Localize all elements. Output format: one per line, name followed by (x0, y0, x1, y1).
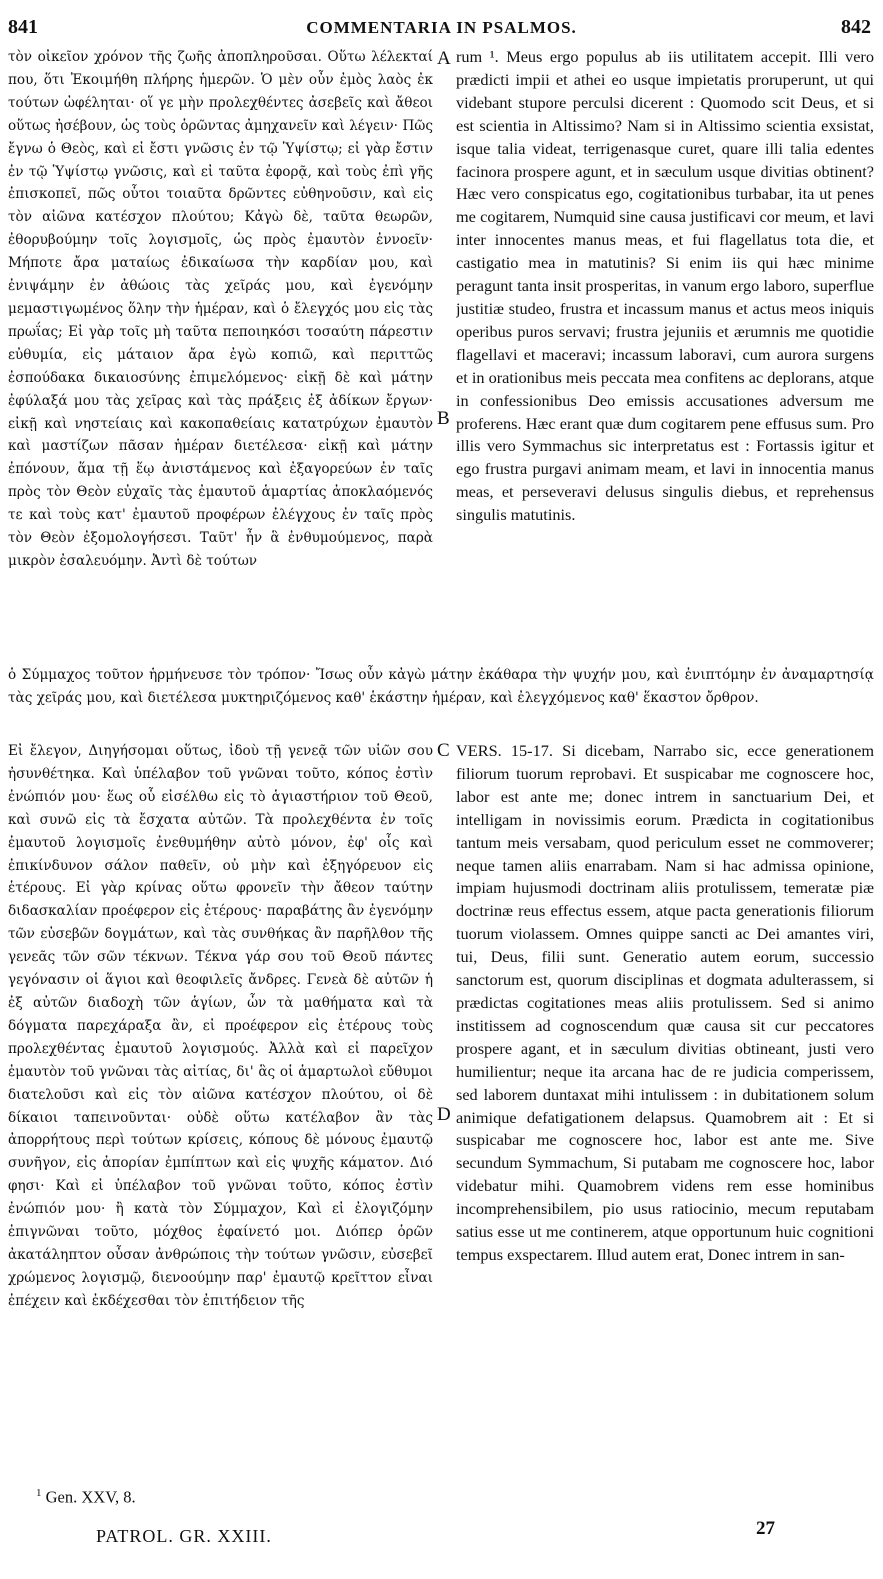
latin-paragraph: VERS. 15-17. Si dicebam, Narrabo sic, ecce generationem filiorum tuorum reprobavi. Et suspicabar me cognoscere hoc, labor est ante me; donec intrem in sanctuarium Dei, et intelligam in novissimis eorum. Prædicta in cogitationibus tantum meis versabam, quod periculum esset ne commoverer; neque tamen aliis enarrabam. Nam si hac admissa opinione, impiam hujusmodi doctrinam aliis protulissem, temeratæ piæ doctrinæ reus effectus essem, atque pacta generationis filiorum tuorum violassem. Omnes quippe sancti ac Dei amantes viri, tui, Deus, filii sunt. Generatio autem eorum, successio sanctorum est, quorum disciplinas et dogmata adulterassem, si prædictas cogitationes meas aliis protulissem. Sed si animo institissem ad cognoscendum quæ causa sit cur peccatores prospere agant, et in sæculum divitias obtineant, justi vero humilientur; neque ita arcana hac de re judicia comperissem, sed laborem duntaxat mihi intulissem : in dubitationem solum animique defatigationem delapsus. Quamobrem ait : Et si suspicabar me cognoscere hoc, labor est ante me. Sive secundum Symmachum, Si putabam me cognoscere hoc, labor videbatur mihi. Quamobrem videns rem esse hominibus incomprehensibilem, pio usus ratiocinio, mecum reputabam satius esse ut me continerem, atque opportunum huic cognitioni tempus exspectarem. Illud autem erat, Donec intrem in san- (456, 741, 874, 1264)
top-right-latin-column (456, 46, 874, 664)
gathering-number: 27 (756, 1518, 775, 1539)
margin-letter-b: B (437, 408, 450, 429)
bottom-left-greek-column (8, 740, 433, 1450)
latin-paragraph: rum ¹. Meus ergo populus ab iis utilitatem accepit. Illi vero prædicti impii et athei eo usque impietatis proruperunt, ut qui videbant stupore perculsi dicerent : Quomodo scit Deus, et si est scientia in Altissimo? Nam si in Altissimo scientia exsistat, isque talia videat, terrigenasque curet, quare illi talia edentes facinora prospere agunt, et in sæculum usque divitias obtinent? Hæc vero conspicatus ego, cogitationibus turbabar, ita ut penes me cogitarem, Numquid sine causa justificavi cor meum, et lavi inter innocentes manus meas, et fui flagellatus tota die, et castigatio mea in matutinis? Si enim iis qui hæc minime peragunt tanta insit prosperitas, in vanum ergo laboro, superflue justitiæ studeo, frustra et incassum manus et actus meos iniquis operibus puros servavi; frustra jejuniis et ærumnis me quotidie flagellavi et maceravi; incassum laboravi, cum aurora surgens et in orationibus meis peccata mea confitens ac deplorans, atque in confessionibus Deo emissis accusationes adversum me proferens. Hæc erant quæ dum cogitarem pene effusus sum. Pro illis vero Symmachus sic interpretatus est : Fortassis igitur et ego frustra purgavi animam meam, et lavi in innocentia manus meas, et perseveravi delusus singulis diebus, et reprehensus singulis matutinis. (456, 47, 874, 525)
footnote-text: Gen. XXV, 8. (45, 1487, 136, 1507)
running-title: COMMENTARIA IN PSALMOS. (306, 18, 577, 37)
top-left-greek-column (8, 46, 433, 664)
volume-signature: PATROL. GR. XXIII. (96, 1526, 272, 1546)
footnote-mark: 1 (36, 1487, 42, 1499)
margin-letter-c: C (437, 740, 450, 761)
greek-paragraph: Εἰ ἔλεγον, Διηγήσομαι οὕτως, ἰδοὺ τῇ γενεᾷ τῶν υἱῶν σου ἠσυνθέτηκα. Καὶ ὑπέλαβον τοῦ γνῶναι τοῦτο, κόπος ἐστὶν ἐνώπιόν μου· ἕως οὗ εἰσέλθω εἰς τὸ ἁγιαστήριον τοῦ Θεοῦ, καὶ συνῶ εἰς τὰ ἔσχατα αὐτῶν. Τὰ προλεχθέντα ἐν τοῖς ἐμαυτοῦ λογισμοῖς ἐνεθυμήθην αὐτὸ μόνον, ἐφ' οἷς καὶ ἐπικίνδυνον σάλον παθεῖν, οὐ μὴν καὶ ἐξηγόρευον εἰς ἑτέρους. Εἰ γὰρ κρίνας οὕτω φρονεῖν τὴν ἄθεον ταύτην διδασκαλίαν προέφερον εἰς ἑτέρους· παραβάτης ἂν ἐγενόμην τῶν εὐσεβῶν δογμάτων, καὶ τὰς συνθήκας ἂν παρῆλθον τῆς γενεᾶς τῶν σῶν τέκνων. Τέκνα γάρ σου τοῦ Θεοῦ πάντες γεγόνασιν οἱ ἅγιοι καὶ θεοφιλεῖς ἄνδρες. Γενεὰ δὲ αὐτῶν ἡ ἐξ αὐτῶν διαδοχὴ τῶν ἁγίων, ὧν τὰ μαθήματα καὶ τὰ δόγματα παρεχάραξα ἂν, εἰ προέφερον εἰς ἑτέρους τοὺς προλεχθέντας ἐμαυτοῦ λογισμούς. Ἀλλὰ καὶ εἰ παρεῖχον ἐμαυτὸν τοῦ γνῶναι τὰς αἰτίας, δι' ἃς οἱ ἁμαρτωλοὶ εὔθυμοι διατελοῦσι καὶ εἰς τὸν αἰῶνα κατέσχον πλούτου, οἱ δὲ δίκαιοι ταπεινοῦνται· οὐδὲ οὕτω κατέλαβον ἂν τὰς ἀπορρήτους περὶ τούτων κρίσεις, κόπους δὲ μόνους ἐμαυτῷ συνῆγον, εἰς ἀπορίαν ἐμπίπτων καὶ εἰς ψυχῆς κάματον. Διό φησι· Καὶ εἰ ὑπέλαβον τοῦ γνῶναι τοῦτο, κόπος ἐστὶν ἐνώπιόν μου· ἢ κατὰ τὸν Σύμμαχον, Καὶ εἰ ἐλογιζόμην ἐπιγνῶναι τοῦτο, μόχθος ἐφαίνετό μοι. Διόπερ ὁρῶν ἀκατάληπτον οὖσαν ἀνθρώποις τὴν τούτων γνῶσιν, εὐσεβεῖ χρώμενος λογισμῷ, διενοούμην παρ' ἐμαυτῷ κρεῖττον εἶναι ἐπέχειν καὶ ἐκδέχεσθαι τὸν ἐπιτήδειον τῆς (8, 743, 433, 1309)
greek-paragraph: τὸν οἰκεῖον χρόνον τῆς ζωῆς ἀποπληροῦσαι. Οὕτω λέλεκταί που, ὅτι Ἐκοιμήθη πλήρης ἡμερῶν. Ὁ μὲν οὖν ἐμὸς λαὸς ἐκ τούτων ὠφέληται· οἵ γε μὴν προλεχθέντες ἀσεβεῖς καὶ ἄθεοι οὕτως ἠσέβουν, ὡς τοὺς ὁρῶντας ἀμηχανεῖν καὶ λέγειν· Πῶς ἔγνω ὁ Θεὸς, καὶ εἰ ἔστι γνῶσις ἐν τῷ Ὑψίστῳ; εἰ γὰρ ἔστιν ἐν τῷ Ὑψίστῳ γνῶσις, καὶ εἰ ταῦτα ἐφορᾷ, καὶ τοὺς ἐπὶ γῆς ἐπισκοπεῖ, πῶς οὗτοι τοιαῦτα δρῶντες εὐθηνοῦσιν, καὶ εἰς τὸν αἰῶνα κατέσχον πλούτου; Κἀγὼ δὲ, ταῦτα θεωρῶν, ἐθορυβούμην τοῖς λογισμοῖς, ὡς πρὸς ἐμαυτὸν ἐννοεῖν· Μήποτε ἄρα ματαίως ἐδικαίωσα τὴν καρδίαν μου, καὶ ἐνιψάμην ἐν ἀθώοις τὰς χεῖράς μου, καὶ ἐγενόμην μεμαστιγωμένος ὅλην τὴν ἡμέραν, καὶ ὁ ἔλεγχός μου εἰς τὰς πρωΐας; Εἰ γὰρ τοῖς μὴ ταῦτα πεποιηκόσι τοσαύτη πάρεστιν εὐθυμία, εἰς μάταιον ἄρα ἐγὼ κοπιῶ, καὶ περιττῶς ἐσπούδακα δικαιοσύνης ἐπιμελόμενος· εἰκῇ δὲ καὶ μάτην ἐφύλαξά μου τὰς χεῖρας καὶ τὰς πράξεις ἐξ ἀδίκων ἔργων· εἰκῇ καὶ νηστείαις καὶ κακοπαθείαις κατατρύχων ἐμαυτὸν καὶ μαστίζων πᾶσαν ἡμέραν διετέλεσα· εἰκῇ καὶ μάτην ἐπόνουν, ἅμα τῇ ἕῳ ἀνιστάμενος καὶ ἐξαγορεύων ἐν ταῖς πρὸς τὸν Θεὸν εὐχαῖς τὰς ἐμαυτοῦ ἁμαρτίας ἀποκλαόμενός τε καὶ τοὺς κατ' ἐμαυτοῦ προφέρων ἐλέγχους ἐν ταῖς πρὸς τὸν Θεὸν ἐξομολογήσεσι. Ταῦτ' ἦν ἃ ἐνθυμούμενος, παρὰ μικρὸν ἐσαλευόμην. Ἀντὶ δὲ τούτων (8, 49, 433, 569)
margin-letter-a: A (437, 48, 451, 69)
bottom-right-latin-column (456, 740, 874, 1450)
right-page-number: 842 (841, 16, 871, 38)
symmachus-quote: ὁ Σύμμαχος τοῦτον ἡρμήνευσε τὸν τρόπον· Ἴσως οὖν κἀγὼ μάτην ἐκάθαρα τὴν ψυχήν μου, καὶ ἐνιπτόμην ἐν ἀναμαρτησίᾳ τὰς χεῖράς μου, καὶ διετέλεσα μυκτηριζόμενος καθ' ἑκάστην ἡμέραν, καὶ ἐλεγχόμενος καθ' ἕκαστον ὄρθρον. (8, 667, 874, 706)
left-page-number: 841 (8, 16, 38, 38)
running-header (0, 16, 883, 40)
margin-letter-d: D (437, 1104, 451, 1125)
spanning-greek-paragraph (8, 664, 874, 734)
footnote (36, 1487, 136, 1508)
